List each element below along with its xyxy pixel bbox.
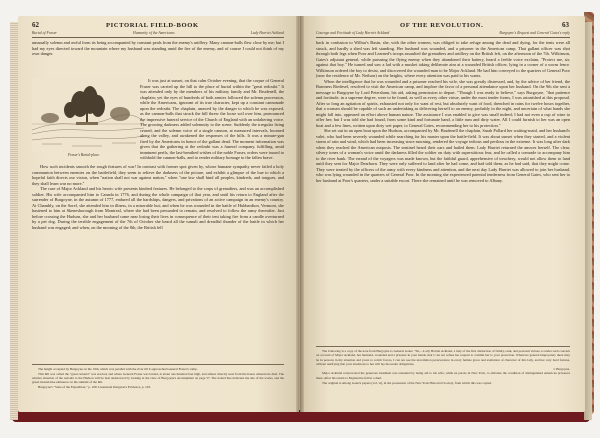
right-footnote-2: Major Ackland reciprocated the generous treatment was extended by being aid to his wife, while en parole in New York, to alleviate the condition of distinguished American prisoners there. After his return to England he fell in a duel. xyxy=(316,371,570,380)
right-paragraph-2: When the intelligence that he was wounded and a prisoner reached his wife, she was greatly distressed, and, by the advice of her friend, the Baroness Riedesel, resolved to visit the American camp, and implore the favor of a personal attendance upon her husband. On the 9th she sent a message to Burgoyne by Lord Petersham, his aid, asking permission to depart. "Though I was ready to believe," says Burgoyne, "that patience and fortitude, in a supreme degree, were to be found, as well as every other virtue, under the most tender forms, I was astonished at this proposal. After so long an agitation of spirits, exhausted not only for want of rest, but absolutely want of food, drenched in rains for twelve hours together, that a woman should be capable of such an undertaking as delivering herself to an enemy, probably in the night, and uncertain of what hands she might fall into, appeared an effort above human nature. The assistance I was enabled to give was small indeed; I had not even a cup of wine to offer her; but I was told she had found, from some kind and fortunate hand, a little rum and dirty water. All I could furnish to her was an open boat and a few lines, written upon dirty wet paper, to General Gates, recommending her to his protection." xyxy=(316,78,570,128)
left-subhead-1: Burial of Fraser xyxy=(32,31,57,35)
left-subhead-row xyxy=(32,31,284,38)
burial-place-engraving xyxy=(32,78,144,152)
right-footnotes xyxy=(316,346,570,407)
left-body-top xyxy=(32,40,284,82)
right-paragraph-3: She set out in an open boat upon the Hudson, accompanied by Mr. Brudenell the chaplain, Sarah Pollard her waiting-maid, and her husband's valet, who had been severely wounded while searching for his master upon the battle-field. It was about sunset when they started, and a violent storm of rain and wind, which had been increasing since morning, rendered the voyage tedious and perilous in the extreme. It was long after dark when they reached the American outposts. The sentinel heard their oars and hailed them. Lady Harriet returned the answer herself. The clear, silvery tones of a woman's voice amid the darkness filled the soldier on duty with superstitious fear, and he called a comrade to accompany him to the river bank. The errand of the voyagers was made known, but the faithful guard, apprehensive of treachery, would not allow them to land until they sent for Major Dearborn. They were only suffered to land after he had come, and had told them, as he had said, that they might come. They were treated by the officers of the army with every kindness and attention, and the next day Lady Harriet was allowed to join her husband, who was lying wounded in the quarters of General Poor. In the morning she experienced parental tenderness from General Gates, who sent her to her husband at Poor's quarters, under a suitable escort. There she remained until he was removed to Albany. xyxy=(316,128,570,183)
left-body-column xyxy=(140,78,284,164)
right-body xyxy=(316,40,570,340)
right-subhead-row xyxy=(316,31,570,38)
right-footnote-1: The following is a copy of the note from Burgoyne to General Gates: "Sir,—Lady Harriet Ackland, a lady of the first distinction of family, rank, and personal virtues, is under such concern on account of Major Ackland, her husband, wounded and a prisoner in your hands, that I can not refuse her request to commit her to your protection. Whatever general impropriety there may be in persons in my situation and yours to solicit favors, I can not see the uncommon perseverance in every female grace and exaltation of character of this lady, and her very hard fortune, without testifying that your attentions to her will lay me under obligations. xyxy=(316,349,570,366)
left-subhead-3: Lady Harriet Ackland xyxy=(250,31,284,35)
left-page-number: 62 xyxy=(32,21,39,29)
burial-place-figure xyxy=(32,78,136,160)
left-footnote-1: The height occupied by Burgoyne on the 19th, which was parallel with the river till it approached General Fraser's camp. xyxy=(38,367,198,371)
left-footnote-2: This hill was called the "great redoubt" was erected, and where General Fraser was buried, is about one hundred feet high, and almost directly west from the house wherein he died. The relative situation of the redoubt to the Hudson will be best understood by looking at the view of Burgoyne's encampment on page 57. The dotted line indicates the site of the works, and the green mound-like eminence on the summit of the hill. xyxy=(32,371,284,385)
figure-caption: Fraser's Burial-place. xyxy=(68,153,100,157)
left-footnote-3: Burgoyne's "State of the Expedition," p. 169. Lieutenant Kingston's Evidence, p. 103. xyxy=(38,385,151,390)
left-running-head: PICTORIAL FIELD-BOOK xyxy=(106,22,199,29)
right-paragraph-1: back in confusion to Wilbur's Basin, she, with the other women, was obliged to take refuge among the dead and dying, for the tents were all struck, and hardly a shed was left standing. Her husband was wounded, and a prisoner in the American camp. That gallant officer was shot through both legs when Poor and Learned's troops assaulted the grenadiers and artillery on the British left, on the afternoon of the 7th. Wilkinson, Gates's adjutant general, while pursuing the flying enemy when they abandoned their battery, heard a feeble voice exclaim, "Protect me, sir, against that boy." He turned and saw a lad with a musket taking deliberate aim at a wounded British officer, lying in a corner of a worm fence. Wilkinson ordered the boy to desist, and discovered the wounded man to be Major Ackland. He had him conveyed to the quarters of General Poor (now the residence of Mr. Neilson) on the heights, where every attention was paid to his wants. xyxy=(316,40,570,78)
right-page xyxy=(300,16,585,412)
left-paragraph-4: The case of Major Ackland and his heroic wife presents kindred features. He belonged to the corps of grenadiers, and was an accomplished soldier. His wife accompanied him to Canada in 1776, and during the whole campaign of that year, and until his return to England after the surrender of Burgoyne, in the autumn of 1777, endured all the hardships, dangers, and privations of an active campaign in an enemy's country. At Chambly, on the Sorel, she attended him in illness, in a miserable hut; and when he was wounded in the battle of Hubbardton, Vermont, she hastened to him at Skenesborough from Montreal, where she had been persuaded to remain, and resolved to follow the army thereafter. Just before crossing the Hudson, she and her husband came near losing their lives in consequence of their tent taking fire from a candle overturned by a pet dog. During the terrible engagement of the 7th of October she heard all the tumult and dreadful thunder of the battle in which her husband was engaged; and when, on the morning of the 8th, the British fell xyxy=(32,186,284,230)
left-paragraph-1: unusually solemn and awful from its being accompanied by constant peals from the enemy's artillery. Many cannon-balls flew close by me; but I had my eyes directed toward the mountain where my husband was standing amid the fire of the enemy, and of course I could not think of my own danger. xyxy=(32,40,284,56)
book-gutter xyxy=(296,16,304,412)
left-paragraph-2: It was just at sunset, on that calm October evening, that the corpse of General Fraser was carried up the hill to the place of burial within the "great redoubt." It was attended only by the members of his military family and Mr. Brudenell, the chaplain; yet the eyes of hundreds of both armies followed the solemn procession, while the Americans, ignorant of its true character, kept up a constant cannonade upon the redoubt. The chaplain, unawed by the danger to which he was exposed, as the cannon-balls that struck the hill threw the loose soil over him, pronounced the impressive funeral service of the Church of England with an unfaltering voice. The growing darkness added solemnity to the scene. Suddenly the irregular firing ceased, and the solemn voice of a single cannon, at measured intervals, boomed along the valley, and awakened the responses of the hills. It was a minute-gun fired by the Americans in honor of the gallant dead. The moment information was given that the gathering at the redoubt was a funeral company, fulfilling, amid imminent perils, the last-breathed wishes of the noble Fraser, orders were issued to withhold the cannon-balls, and to render military homage to the fallen brave. xyxy=(140,78,284,160)
right-footnote-3: The original is among Gates's papers (vol. vi), in the possession of the New York Historical Society, from which this was copied. xyxy=(322,380,492,385)
right-footnote-signature: J. Burgoyne. xyxy=(553,366,570,371)
left-footnotes xyxy=(32,364,284,407)
left-paragraph-3: How such incidents smooth the rough features of war! In contrast with former spot given by, whose humane sympathy never failed a holy communion between enemies on the battlefield, they seem to relieve the darkness of the picture, and exhibit a glimpse of the hue to which a hopeful faith directs our vision, when "nation shall not war against nation," when "one law shall bind all peoples, kindreds, and tongues, and they shall learn war no more." xyxy=(32,164,284,186)
right-subhead-1: Courage and Fortitude of Lady Harriet Ackland xyxy=(316,31,390,35)
right-page-edges xyxy=(584,22,592,420)
left-subhead-2: Humanity of the Americans xyxy=(133,31,175,35)
left-page xyxy=(18,16,299,412)
left-page-edges xyxy=(10,22,18,420)
right-subhead-2: Burgoyne's Request and General Gates's reply xyxy=(499,31,570,35)
right-page-number: 63 xyxy=(562,21,569,29)
left-body-bottom xyxy=(32,164,284,360)
right-running-head: OF THE REVOLUTION. xyxy=(400,22,484,29)
